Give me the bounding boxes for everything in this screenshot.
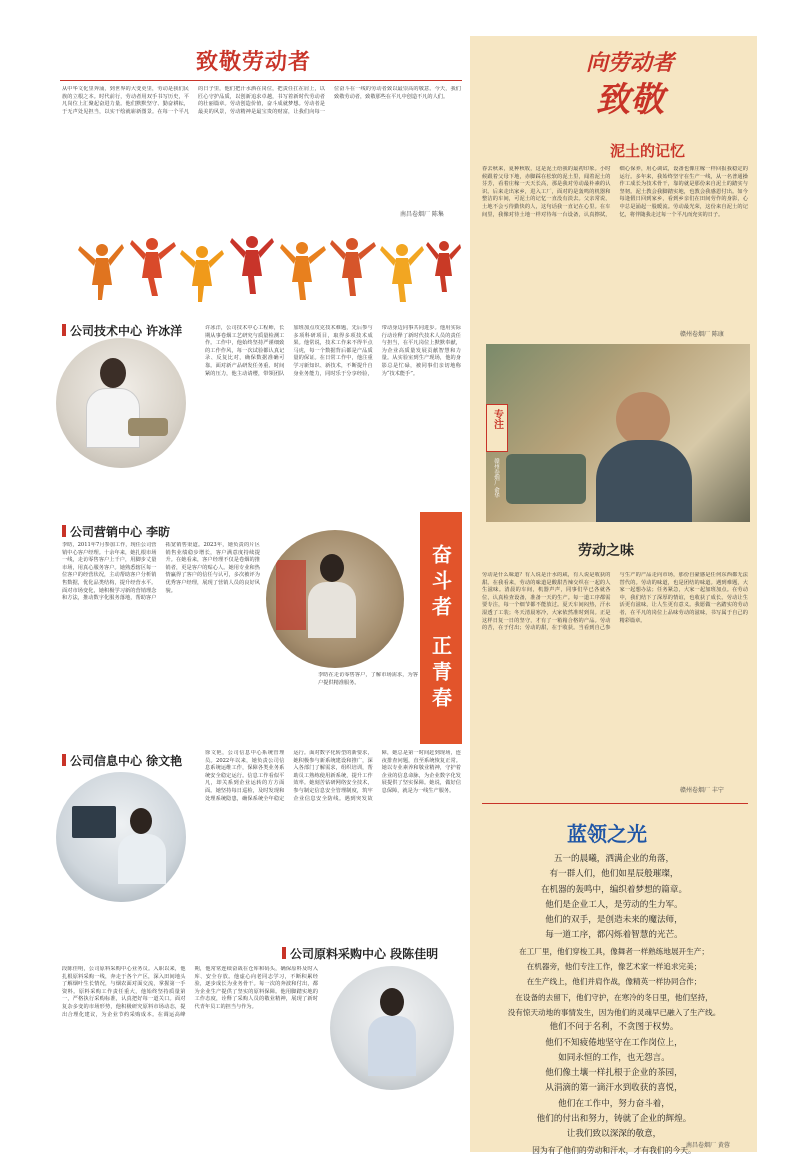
procure-person-head <box>380 988 404 1016</box>
procure-photo <box>330 966 454 1090</box>
poem-line: 在机器旁，他们专注工作，像艺术家一样追求完美； <box>526 962 702 972</box>
labor-taste-byline: 赣州卷烟厂 丰宁 <box>680 787 724 794</box>
blue-collar-byline: 南昌卷烟厂 黄蓉 <box>686 1142 730 1149</box>
info-text: 徐文艳，公司信息中心系统管理员。2022年以来，她负责公司信息系统运维工作，保障各类业务系统安全稳定运行。信息工作看似平凡，却关系到企业运转的方方面面。她坚持每日巡检，及时发现和处理系统隐患，确保系统全年稳定运行。面对数字化转型的新要求，她积极参与新系统建设和推广，深入各部门了解需求，组织培训，帮助员工熟练使用新系统，提升工作效率。她刻苦钻研网络安全技术，参与制定信息安全管理制度，筑牢企业信息安全防线。遇到突发故障，她总是第一时间赶到现场，连夜排查问题，直至系统恢复正常。她以专业素养和敬业精神，守护着企业的信息命脉，为企业数字化发展提供了坚实保障。她说，做好信息保障，就是为一线生产服务。 <box>205 750 461 802</box>
title-marker-icon <box>62 525 66 537</box>
title-divider <box>60 80 462 81</box>
labor-taste-text: 劳动是什么味道？有人说是汗水的咸，有人说是收获的甜。在我看来，劳动的味道是酸甜苦辣交织在一起的人生滋味。清晨的车间，机器声声，同事们早已各就各位，认真检查设备，准备一天的生产。每一道工序都需要专注，每一个细节都不能放过。夏天车间闷热，汗水湿透了工装；冬天清晨寒冷，大家依然准时到岗。正是这样日复一日的坚守，才有了一箱箱合格的产品。劳动的苦，在于付出；劳动的甜，在于收获。当看到自己参与生产的产品走向市场，那份自豪感是任何东西都无法替代的。劳动的味道，也是团结的味道。遇到难题，大家一起想办法；任务紧急，大家一起加班加点。在劳动中，我们结下了深厚的情谊，也收获了成长。劳动让生活更有滋味，让人生更有意义。我愿做一名踏实的劳动者，在平凡的岗位上品味劳动的滋味，书写属于自己的精彩篇章。 <box>482 572 748 632</box>
poem-line: 他们不问于名利，不贪图于权势。 <box>549 1022 679 1033</box>
page-title: 致敬劳动者 <box>196 50 312 75</box>
right-divider <box>482 803 748 804</box>
poem-line: 他们是企业工人，是劳动的生力军。 <box>545 899 683 910</box>
title-marker-icon <box>282 947 286 959</box>
blue-collar-title: 蓝领之光 <box>567 822 647 846</box>
poem-line: 没有惊天动地的事情发生，因为他们的灵魂早已融入了生产线。 <box>507 1007 721 1017</box>
focus-caption: 专注 <box>491 409 503 429</box>
poem <box>478 852 750 1158</box>
procure-title <box>282 945 438 962</box>
info-monitor <box>72 806 116 838</box>
poem-line: 他们的付出和努力，铸就了企业的辉煌。 <box>536 1114 692 1125</box>
worker-body <box>596 440 692 522</box>
marketing-person-head <box>320 554 344 582</box>
poem-line: 从涓滴的第一滴汗水到收获的喜悦， <box>545 1083 683 1094</box>
worker-figure <box>616 392 670 446</box>
poem-line: 在设备的去留下，他们守护，在寒冷的冬日里，他们坚持， <box>515 992 713 1002</box>
marketing-photo <box>266 530 404 668</box>
silhouette-group <box>78 236 461 302</box>
mud-memory-byline: 赣州卷烟厂 陈康 <box>680 331 724 338</box>
calligraphy-top: 向劳动者 <box>585 50 674 76</box>
marketing-shelf <box>276 560 306 630</box>
info-person-head <box>130 808 152 834</box>
procure-text: 段陈佳明，公司原料采购中心业务员。入职以来，他扎根原料采购一线，奔走于各个产区，深入田间地头了解烟叶生长情况，与烟农面对面交流，掌握第一手资料。原料采购工作责任重大，他始终坚持质量第一，严格执行采购标准，认真把好每一道关口。面对复杂多变的市场形势，他积极研究原料市场动态，提出合理化建议，为企业节约采购成本。在调运高峰期，他常常连续奋战在仓库和码头，确保原料及时入库、安全存放。他虚心向老同志学习，不断积累经验，逐步成长为业务骨干。每一次的奔波和付出，都为企业生产提供了坚实的原料保障。他用脚踏实地的工作态度，诠释了采购人员的敬业精神，展现了新时代青年员工的担当与作为。 <box>62 966 318 1018</box>
photo-credit: 赣州卷烟厂 俞华 <box>493 458 499 499</box>
poem-line: 因为有了他们的劳动和汗水，才有我们的今天。 <box>532 1145 696 1155</box>
intro-byline: 南昌卷烟厂 陈集 <box>400 211 444 218</box>
poem-line: 在机器的轰鸣中，编织着梦想的篇章。 <box>540 884 688 895</box>
tech-title <box>62 322 182 339</box>
poem-line: 每一道工序，都闪烁着智慧的光芒。 <box>545 930 683 941</box>
info-title <box>62 752 182 769</box>
calligraphy-header <box>560 48 700 136</box>
tech-person-head <box>100 358 126 388</box>
mud-memory-text: 春去秋来，夏种秋收，这是泥土给我的最初印象。小时候跟着父母下地，赤脚踩在松软的泥土里，闻着泥土的芬芳，看着庄稼一天天长高，那是我对劳动最朴素的认识。后来走出家乡，进入工厂，面对的是轰鸣的机器和整洁的车间，可泥土的记忆一直没有淡去。父亲常说，土地不会亏待勤快的人，这句话我一直记在心里。在车间里，我像对待土地一样对待每一台设备，认真擦拭，细心保养，用心调试，设备也像庄稼一样回报我稳定的运行。多年来，我始终坚守在生产一线，从一名普通操作工成长为技术骨干，靠的就是那份来自泥土的踏实与坚韧。泥土教会我脚踏实地，也教会我感恩付出。如今每逢假日回到家乡，看到乡亲们在田间劳作的身影，心中总是涌起一股暖流。劳动最光荣，这份来自泥土的记忆，将伴随我走过每一个平凡而充实的日子。 <box>482 166 748 218</box>
poem-line: 让我们致以深深的敬意， <box>566 1129 662 1140</box>
marketing-title <box>62 523 170 540</box>
info-title-text: 公司信息中心 徐文艳 <box>70 754 183 768</box>
machine-part <box>506 454 586 504</box>
poem-line: 有一群人们，他们如星辰般璀璨， <box>549 869 679 880</box>
marketing-text: 李昉，2011年7月参加工作，现任公司营销中心客户经理。十余年来，她扎根市场一线，走访零售客户上千户，用脚步丈量市场，用真心服务客户。她熟悉辖区每一位客户的经营状况，主动帮助客户分析销售数据，优化品类结构，提升经营水平。面对市场变化，她积极学习新的营销理念和方法，推动数字化服务落地，帮助客户拓宽销售渠道。2023年，她负责的片区销售业绩稳步增长，客户满意度持续提升。在她看来，客户经理不仅是卷烟的推销者，更是客户的贴心人。她用专业和热情赢得了客户的信任与认可，多次被评为优秀客户经理，展现了营销人员的良好风貌。 <box>62 542 260 602</box>
info-person-body <box>118 834 166 884</box>
calligraphy-bottom: 致敬 <box>596 80 664 120</box>
marketing-title-text: 公司营销中心 李昉 <box>70 525 171 539</box>
poem-line: 他们的双手，是创造未来的魔法师， <box>545 915 683 926</box>
marketing-caption: 李昉在走访零售客户，了解市场需求，为客户提供精准服务。 <box>318 672 418 686</box>
intro-text: 从中华文化里奔涌，到世界的大变更里，劳动是我们民族的立根之本。时代前行，劳动者用双手书写历史，平凡岗位上汇聚起奋进力量。他们默默坚守、勤奋耕耘，于无声处见担当，以实干绘就崭新图景。在每一个平凡的日子里，他们把汗水洒在岗位，把责任扛在肩上，以匠心守护品质，以创新追求卓越，书写着新时代劳动者的壮丽篇章。劳动创造价值，奋斗成就梦想。劳动者是最美的风景，劳动精神是最宝贵的财富，让我们向每一位奋斗在一线的劳动者致以最崇高的敬意。今天，我们致敬劳动者，致敬那些在平凡中创造不凡的人们。 <box>62 86 461 115</box>
info-photo <box>56 772 186 902</box>
procure-title-text: 公司原料采购中心 段陈佳明 <box>290 947 439 961</box>
tech-title-text: 公司技术中心 许冰洋 <box>70 324 183 338</box>
title-marker-icon <box>62 324 66 336</box>
poem-line: 他们不知疲倦地坚守在工作岗位上， <box>545 1037 683 1048</box>
poem-line: 五一的晨曦，洒满企业的角落， <box>553 854 675 864</box>
struggle-text: 奋斗者 正青春 <box>428 543 453 713</box>
struggle-banner <box>420 512 462 744</box>
poem-line: 在工厂里，他们穿梭工具，像舞者一样熟练地展开生产； <box>519 946 709 956</box>
poem-line: 他们在工作中，努力奋斗着， <box>558 1098 670 1109</box>
tech-sample-tray <box>128 418 168 436</box>
poem-line: 在生产线上，他们并肩作战，像精英一样协同合作； <box>526 977 702 987</box>
mud-memory-title: 泥土的记忆 <box>610 142 686 160</box>
worker-photo <box>486 344 750 522</box>
banner-jumping-people <box>62 230 462 312</box>
labor-taste-title: 劳动之味 <box>578 543 634 559</box>
tech-photo <box>56 338 186 468</box>
marketing-person-body <box>308 582 356 638</box>
tech-text: 许冰洋，公司技术中心工程师，长期从事卷烟工艺研究与质量检测工作。工作中，他始终坚持严谨细致的工作作风，每一次试验都认真记录、反复比对，确保数据准确可靠。面对新产品研发任务重、时间紧的压力，他主动请缨，带领团队加班加点攻克技术难题，先后参与多项科研项目，取得多项技术成果。他常说，技术工作来不得半点马虎，每一个数据背后都是产品质量的保证。在日常工作中，他注重学习新知识、新技术，不断提升自身业务能力，同时乐于分享经验，带动身边同事共同进步。他用实际行动诠释了新时代技术人员的责任与担当，在平凡岗位上默默奉献，为企业高质量发展贡献智慧和力量。从实验室到生产现场，他的身影总是忙碌，被同事们亲切地称为“技术能手”。 <box>205 325 461 377</box>
procure-person-body <box>368 1016 416 1076</box>
title-marker-icon <box>62 754 66 766</box>
focus-caption-box <box>486 404 508 452</box>
poem-line: 如同永恒的工作，也无怨言。 <box>558 1052 670 1063</box>
poem-line: 他们像土壤一样扎根于企业的茶园， <box>545 1068 683 1079</box>
